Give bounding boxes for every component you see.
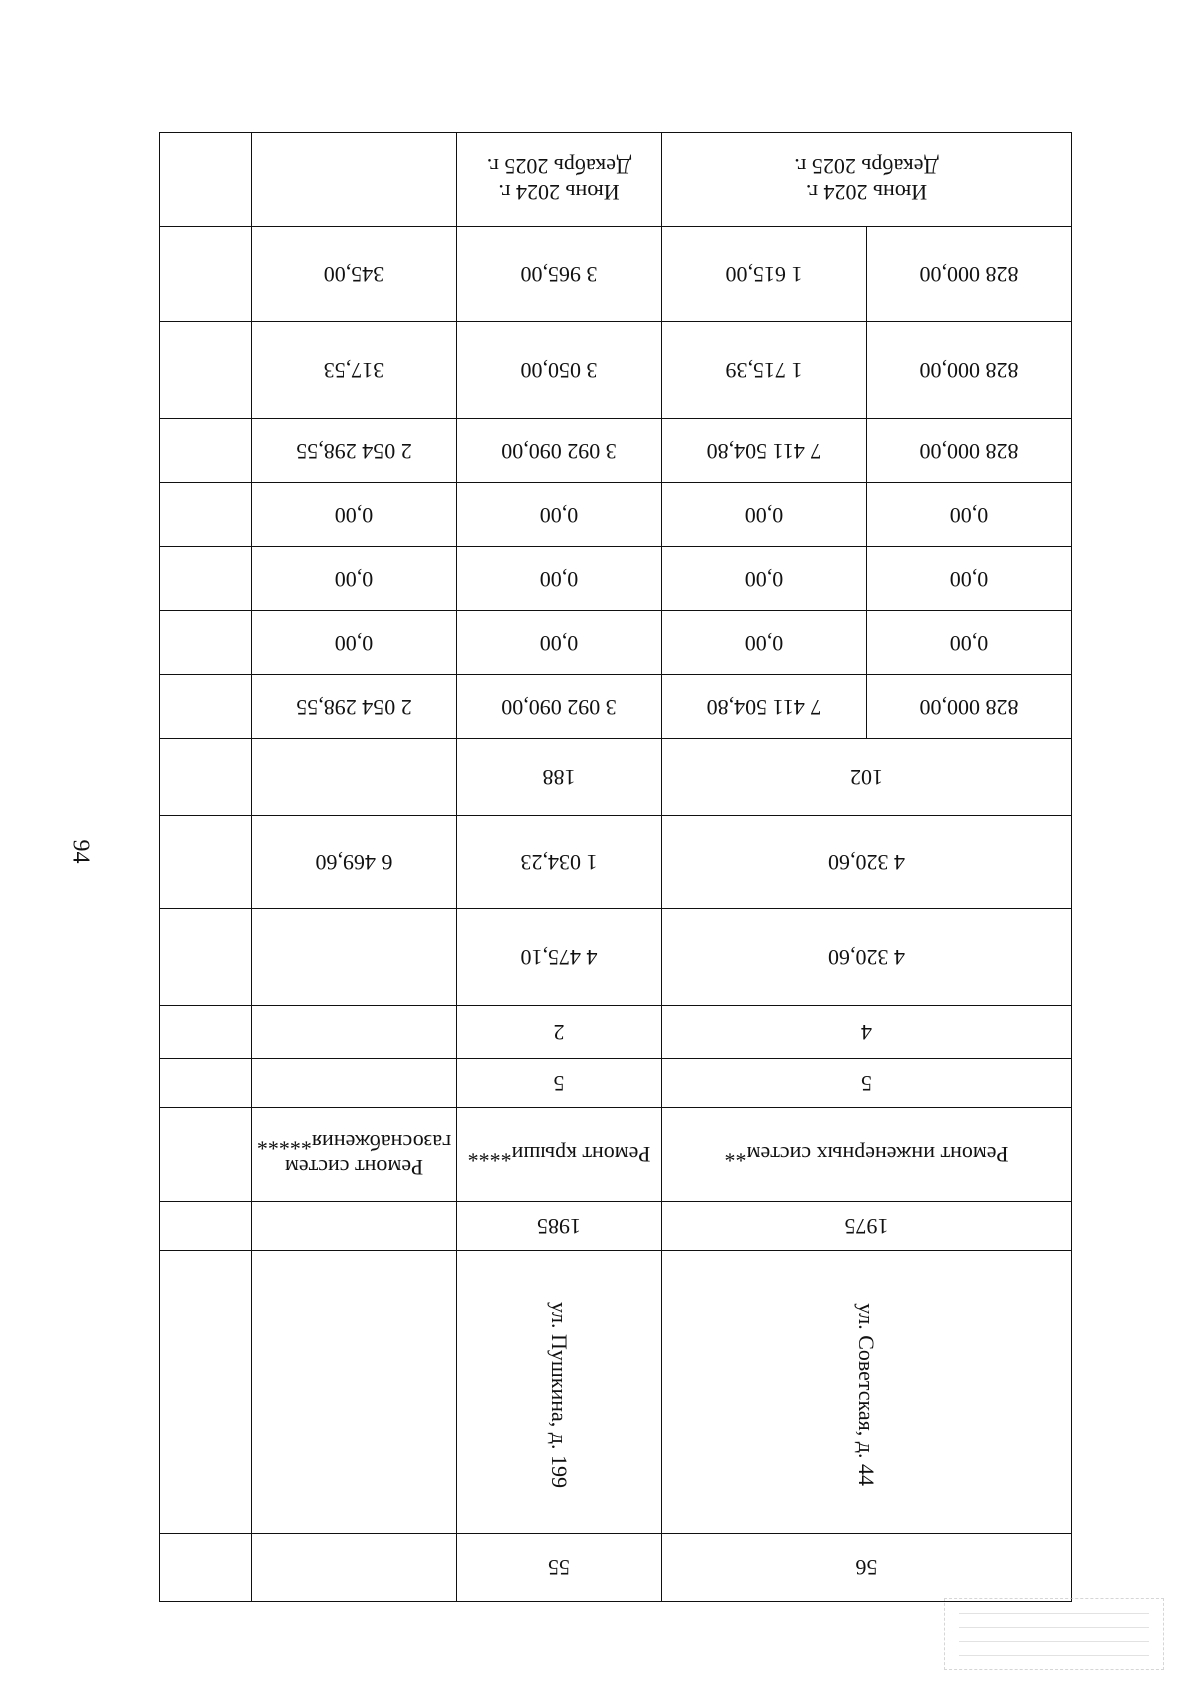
row-56-sub-cost-owners: 0,00 [867, 483, 1072, 547]
row-55-cost-owners: 0,00 [457, 483, 662, 547]
faint-stamp [944, 1598, 1164, 1670]
row-56-cost-total: 7 411 504,80 [662, 675, 867, 739]
row-56-residents: 102 [662, 739, 1072, 816]
row-gas-cost-other: 2 054 298,55 [252, 419, 457, 483]
row-56-sub-unit-cost: 828 000,00 [867, 321, 1072, 418]
row-56-sub-cost-fund: 0,00 [867, 611, 1072, 675]
row-55-num: 55 [457, 1533, 662, 1601]
row-56-cost-owners: 0,00 [662, 483, 867, 547]
row-55-address: ул. Пушкина, д. 199 [457, 1251, 662, 1534]
row-56-limit-cost: 1 615,00 [662, 227, 867, 322]
row-56-cost-budget: 0,00 [662, 547, 867, 611]
row-56-sub-cost-budget: 0,00 [867, 547, 1072, 611]
row-56-cost-other: 7 411 504,80 [662, 419, 867, 483]
row-gas-cost-fund: 0,00 [252, 611, 457, 675]
row-56-sub-cost-total: 828 000,00 [867, 675, 1072, 739]
row-56-total-area: 4 320,60 [662, 908, 1072, 1005]
row-55-cost-budget: 0,00 [457, 547, 662, 611]
row-56-entrances: 4 [662, 1006, 1072, 1059]
row-55-work-type: Ремонт крыши**** [457, 1107, 662, 1202]
row-55-repair-area: 1 034,23 [457, 816, 662, 909]
row-gas-unit-cost: 317,53 [252, 321, 457, 418]
row-56-unit-cost: 1 715,39 [662, 321, 867, 418]
row-gas-cost-budget: 0,00 [252, 547, 457, 611]
row-gas-cost-owners: 0,00 [252, 483, 457, 547]
row-55-unit-cost: 3 050,00 [457, 321, 662, 418]
row-55-cost-fund: 0,00 [457, 611, 662, 675]
row-gas-limit-cost: 345,00 [252, 227, 457, 322]
row-56-year: 1975 [662, 1202, 1072, 1251]
row-55-cost-other: 3 092 090,00 [457, 419, 662, 483]
row-gas-work-type: Ремонт систем газоснабжения***** [252, 1107, 457, 1202]
row-55-cost-total: 3 092 090,00 [457, 675, 662, 739]
row-gas-repair-area: 6 469,60 [252, 816, 457, 909]
row-56-cost-fund: 0,00 [662, 611, 867, 675]
row-55-entrances: 2 [457, 1006, 662, 1059]
row-56-num: 56 [662, 1533, 1072, 1601]
row-56-repair-area: 4 320,60 [662, 816, 1072, 909]
row-56-period: Июнь 2024 г. Декабрь 2025 г. [662, 133, 1072, 227]
row-55-period: Июнь 2024 г. Декабрь 2025 г. [457, 133, 662, 227]
row-gas-num [252, 1533, 457, 1601]
row-gas-cost-total: 2 054 298,55 [252, 675, 457, 739]
row-55-year: 1985 [457, 1202, 662, 1251]
row-55-floors: 5 [457, 1059, 662, 1108]
row-55-limit-cost: 3 965,00 [457, 227, 662, 322]
row-56-floors: 5 [662, 1059, 1072, 1108]
row-56-sub-cost-other: 828 000,00 [867, 419, 1072, 483]
row-56-address: ул. Советская, д. 44 [662, 1251, 1072, 1534]
row-55-total-area: 4 475,10 [457, 908, 662, 1005]
row-56-sub-limit-cost: 828 000,00 [867, 227, 1072, 322]
row-55-residents: 188 [457, 739, 662, 816]
repair-program-table [159, 132, 1072, 1602]
page-number: 94 [67, 839, 94, 864]
rotated-table-sheet [160, 132, 1072, 1602]
row-56-work-type: Ремонт инженерных систем** [662, 1107, 1072, 1202]
